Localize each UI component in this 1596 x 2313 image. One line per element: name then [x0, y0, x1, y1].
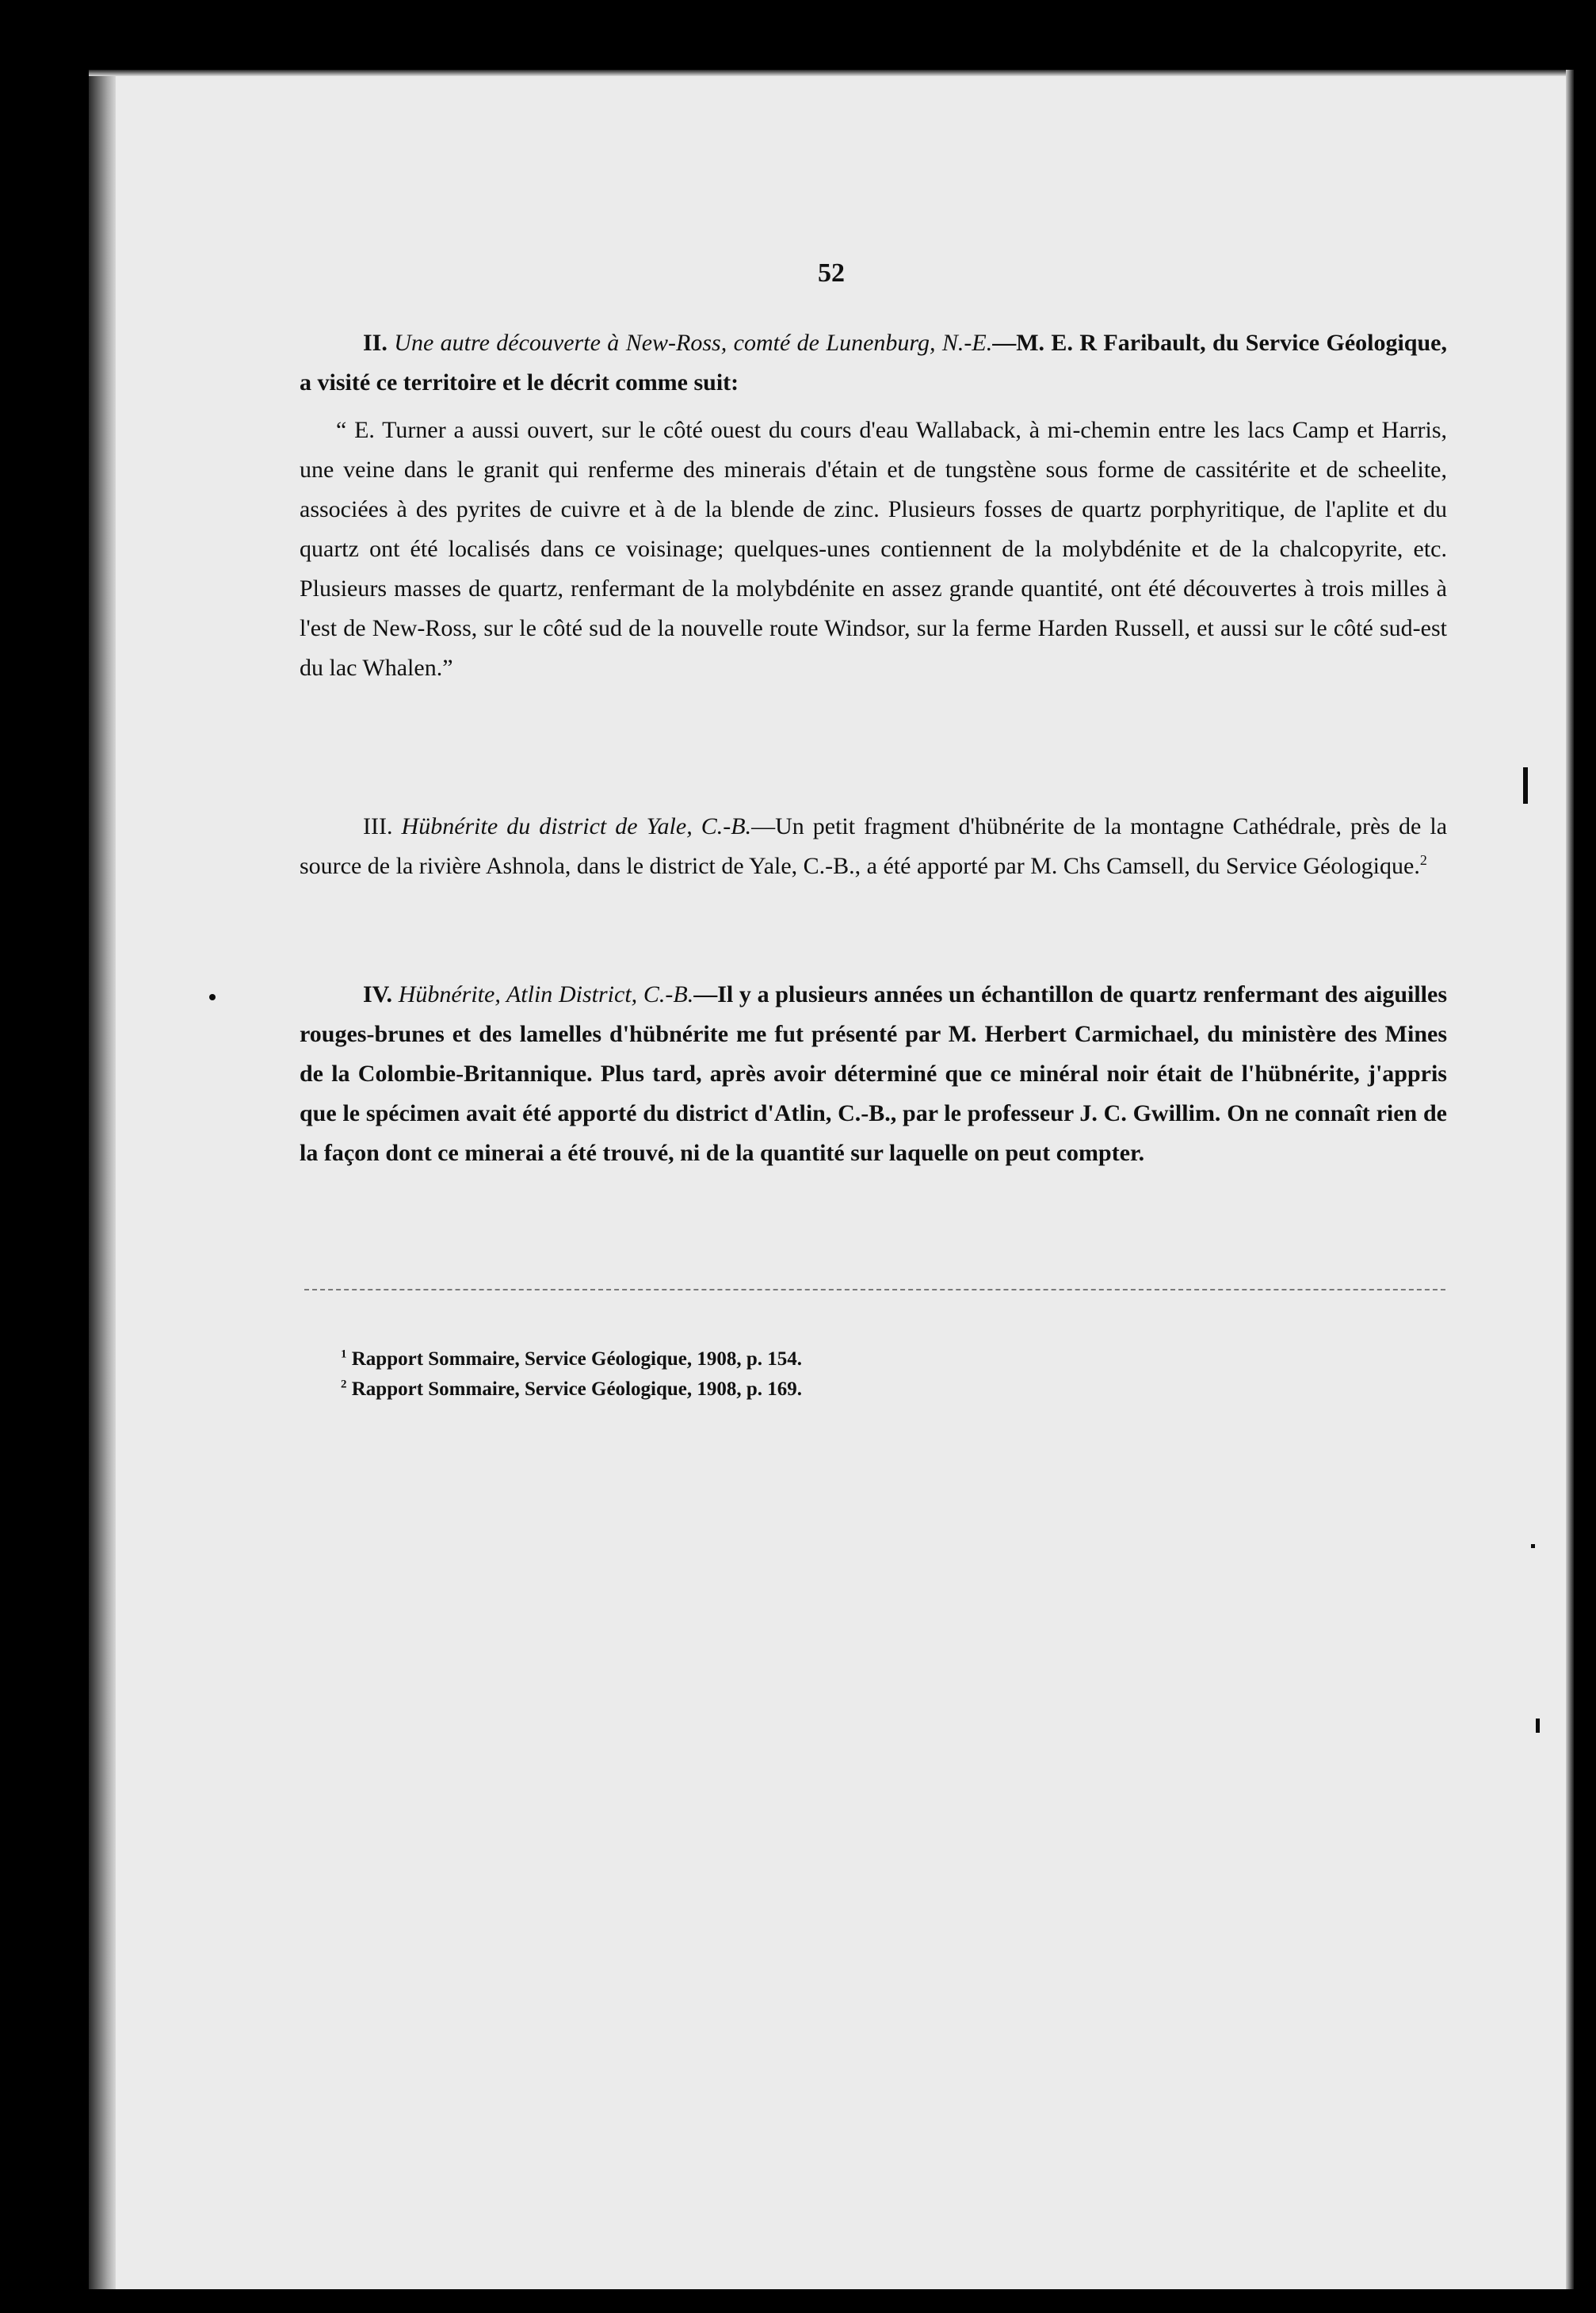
- section-3-numeral: III.: [363, 813, 393, 839]
- section-2-title: Une autre découverte à New-Ross, comté de Lunenburg, N.-E.: [394, 330, 993, 356]
- footnote-1-mark: 1: [341, 1348, 347, 1361]
- page-right-edge: [1566, 70, 1574, 2289]
- section-3-title: Hübnérite du district de Yale, C.-B.: [401, 813, 752, 839]
- scanned-page: [89, 70, 1574, 2289]
- quote-text: “ E. Turner a aussi ouvert, sur le côté ouest du cours d'eau Wallaback, à mi-chemin entre les lacs Camp et Harris, une veine dans le granit qui renferme des minerais d'étain et de tungstène sous forme de cassitérite et de scheelite, associées à des pyrites de cuivre et à de la blende de zinc. Plusieurs fosses de quartz porphyritique, de l'aplite et du quartz ont été localisés dans ce voisinage; quelques-unes contiennent de la molybdénite et de la chalcopyrite, etc. Plusieurs masses de quartz, renfermant de la molybdénite en assez grande quantité, ont été découvertes à trois milles à l'est de New-Ross, sur le côté sud de la nouvelle route Windsor, sur la ferme Harden Russell, et aussi sur le côté sud-est du lac Whalen.”: [300, 417, 1447, 681]
- footnote-2-text: Rapport Sommaire, Service Géologique, 1908, p. 169.: [351, 1378, 802, 1400]
- section-4-title: Hübnérite, Atlin District, C.-B.: [398, 981, 694, 1007]
- footnote-1: [341, 1344, 1133, 1374]
- footnotes: [341, 1344, 1133, 1405]
- section-2-paragraph: [300, 323, 1447, 403]
- page-number: 52: [818, 258, 845, 288]
- footnote-1-text: Rapport Sommaire, Service Géologique, 1908, p. 154.: [351, 1348, 802, 1370]
- binding-gutter: [89, 70, 116, 2289]
- section-4-text: —Il y a plusieurs années un échantillon de quartz renfermant des aiguilles rouges-brunes et des lamelles d'hübnérite me fut présenté par M. Herbert Carmichael, du ministère des Mines de la Colombie-Britannique. Plus tard, après avoir déterminé que ce minéral noir était de l'hübnérite, j'appris que le spécimen avait été apporté du district d'Atlin, C.-B., par le professeur J. C. Gwillim. On ne connaît rien de la façon dont ce minerai a été trouvé, ni de la quantité sur laquelle on peut compter.: [300, 981, 1447, 1166]
- footnote-divider: [304, 1289, 1445, 1290]
- section-2-numeral: II.: [363, 330, 388, 356]
- scan-speck: [1536, 1719, 1540, 1733]
- scan-speck: [1531, 1544, 1535, 1548]
- section-2-text: —M. E. R Faribault, du Service Géologique, a visité ce territoire et le décrit comme suit:: [300, 330, 1447, 396]
- scan-speck: [209, 994, 216, 1000]
- scan-speck: [1523, 767, 1528, 804]
- quoted-paragraph: [300, 411, 1447, 688]
- footnote-2-mark: 2: [341, 1378, 347, 1391]
- page-top-edge: [89, 70, 1574, 76]
- section-3-text: —Un petit fragment d'hübnérite de la montagne Cathédrale, près de la source de la rivière Ashnola, dans le district de Yale, C.-B., a été apporté par M. Chs Camsell, du Service Géologique.: [300, 813, 1448, 879]
- footnote-reference: 2: [1419, 852, 1427, 868]
- section-3-paragraph: [300, 807, 1447, 886]
- section-4-paragraph: [300, 975, 1447, 1173]
- footnote-2: [341, 1374, 1133, 1405]
- section-4-numeral: IV.: [363, 981, 392, 1007]
